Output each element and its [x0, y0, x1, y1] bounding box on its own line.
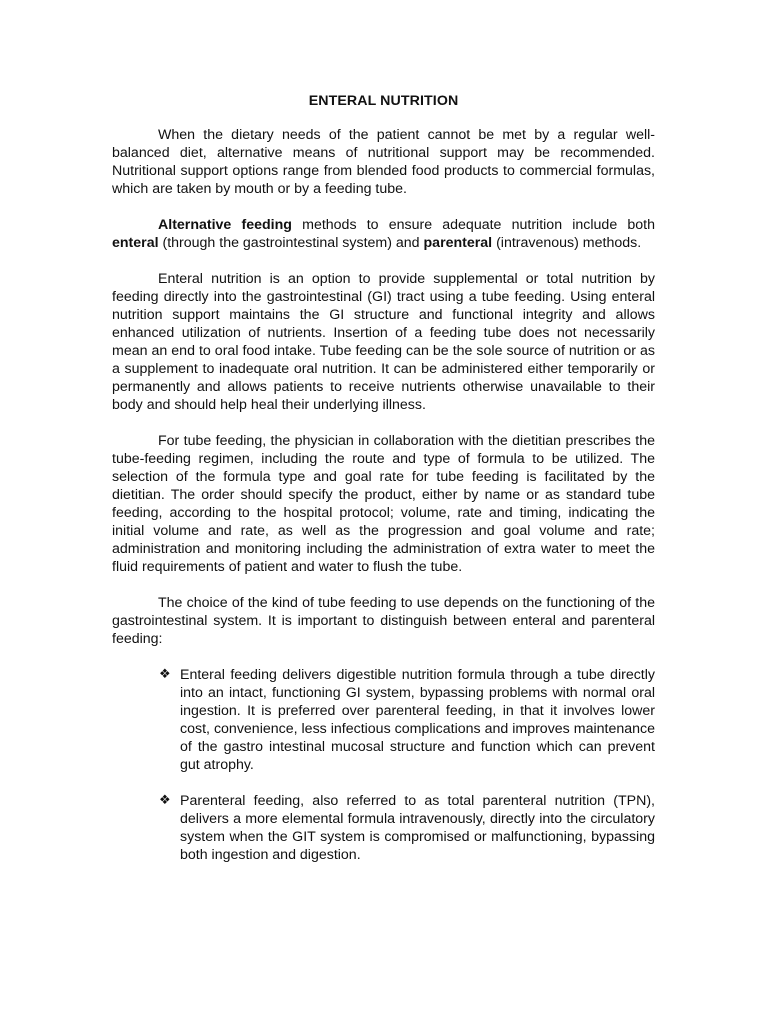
document-page	[112, 92, 655, 882]
feeding-methods-paragraph	[112, 216, 655, 252]
list-item	[112, 666, 655, 774]
feeding-types-list	[112, 666, 655, 864]
diamond-bullet-icon: ❖	[159, 667, 171, 682]
parenteral-feeding-text: Parenteral feeding, also referred to as total parenteral nutrition (TPN), delivers a more elemental formula intravenously, directly into the circulatory system when the GIT system is compromised or malfunctioning, bypassing both ingestion and digestion.	[180, 793, 655, 863]
enteral-nutrition-paragraph: Enteral nutrition is an option to provide supplemental or total nutrition by feeding directly into the gastrointestinal (GI) tract using a tube feeding. Using enteral nutrition support maintains the GI structure and functional integrity and allows enhanced utilization of nutrients. Insertion of a feeding tube does not necessarily mean an end to oral food intake. Tube feeding can be the sole source of nutrition or as a supplement to inadequate oral nutrition. It can be administered either temporarily or permanently and allows patients to receive nutrients otherwise unavailable to their body and should help heal their underlying illness.	[112, 271, 655, 413]
enteral-feeding-text: Enteral feeding delivers digestible nutrition formula through a tube directly into an intact, functioning GI system, bypassing problems with normal oral ingestion. It is preferred over parenteral feeding, in that it involves lower cost, convenience, less infectious complications and improves maintenance of the gastro intestinal mucosal structure and function which can prevent gut atrophy.	[180, 667, 655, 773]
feeding-methods-text-2: (through the gastrointestinal system) and	[158, 235, 424, 251]
document-title: ENTERAL NUTRITION	[308, 93, 459, 109]
parenteral-term: parenteral	[423, 235, 493, 251]
intro-paragraph: When the dietary needs of the patient cannot be met by a regular well-balanced diet, alternative means of nutritional support may be recommended. Nutritional support options range from blended food products to commercial formulas, which are taken by mouth or by a feeding tube.	[112, 127, 655, 197]
enteral-term: enteral	[112, 235, 159, 251]
list-item	[112, 792, 655, 864]
feeding-methods-text-3: (intravenous) methods.	[492, 235, 642, 251]
diamond-bullet-icon: ❖	[159, 793, 171, 808]
alternative-feeding-term: Alternative feeding	[158, 217, 292, 233]
feeding-methods-text-1: methods to ensure adequate nutrition include both	[291, 217, 655, 233]
tube-feeding-paragraph: For tube feeding, the physician in collaboration with the dietitian prescribes the tube-feeding regimen, including the route and type of formula to be utilized. The selection of the formula type and goal rate for tube feeding is facilitated by the dietitian. The order should specify the product, either by name or as standard tube feeding, according to the hospital protocol; volume, rate and timing, indicating the initial volume and rate, as well as the progression and goal volume and rate; administration and monitoring including the administration of extra water to meet the fluid requirements of patient and water to flush the tube.	[112, 433, 655, 575]
choice-paragraph: The choice of the kind of tube feeding to use depends on the functioning of the gastrointestinal system. It is important to distinguish between enteral and parenteral feeding:	[112, 595, 655, 647]
